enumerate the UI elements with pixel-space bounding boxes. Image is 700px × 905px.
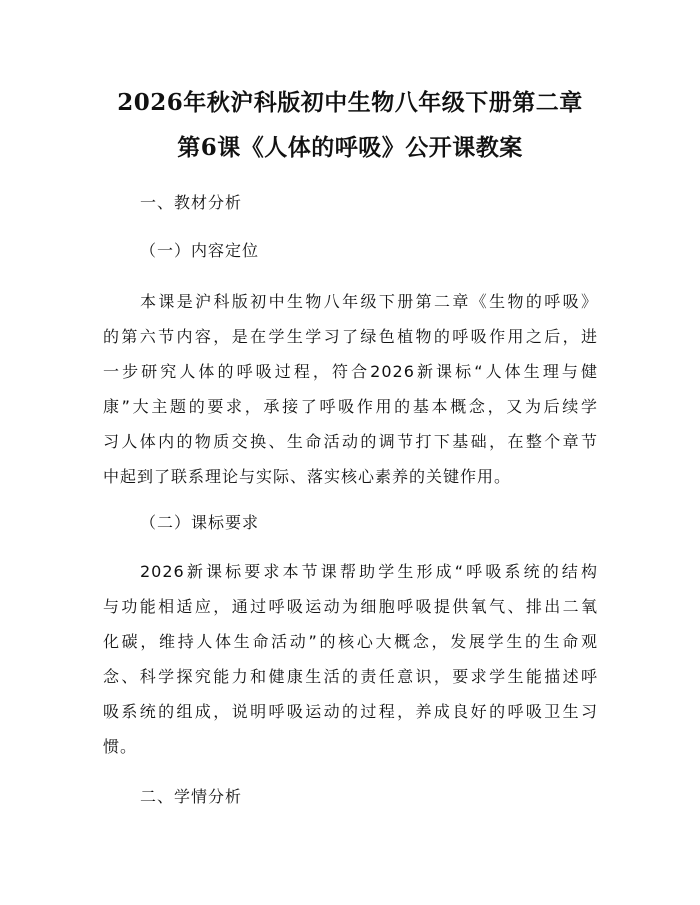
subsection-heading-content-positioning: （一）内容定位 bbox=[140, 241, 260, 260]
paragraph-line: 习人体内的物质交换、生命活动的调节打下基础，在整个章节 bbox=[103, 432, 598, 451]
subsection-heading-curriculum-requirements: （二）课标要求 bbox=[140, 513, 260, 532]
section-heading-textbook-analysis: 一、教材分析 bbox=[140, 193, 243, 212]
paragraph-content-positioning bbox=[103, 284, 598, 494]
paragraph-line: 与功能相适应，通过呼吸运动为细胞呼吸提供氧气、排出二氧 bbox=[103, 597, 598, 616]
document-title-line-2: 第6课《人体的呼吸》公开课教案 bbox=[177, 134, 523, 161]
paragraph-line: 一步研究人体的呼吸过程，符合2026新课标“人体生理与健 bbox=[103, 362, 598, 381]
document-title-line-1: 2026年秋沪科版初中生物八年级下册第二章 bbox=[117, 89, 583, 116]
paragraph-line: 的第六节内容，是在学生学习了绿色植物的呼吸作用之后，进 bbox=[103, 327, 598, 346]
paragraph-line: 化碳，维持人体生命活动”的核心大概念，发展学生的生命观 bbox=[103, 632, 598, 651]
paragraph-line: 中起到了联系理论与实际、落实核心素养的关键作用。 bbox=[103, 467, 512, 486]
paragraph-line: 2026新课标要求本节课帮助学生形成“呼吸系统的结构 bbox=[140, 562, 598, 581]
paragraph-line: 吸系统的组成，说明呼吸运动的过程，养成良好的呼吸卫生习 bbox=[103, 702, 598, 721]
paragraph-curriculum-requirements bbox=[103, 554, 598, 764]
section-heading-learner-analysis: 二、学情分析 bbox=[140, 787, 243, 806]
paragraph-line: 惯。 bbox=[103, 737, 138, 756]
paragraph-line: 念、科学探究能力和健康生活的责任意识，要求学生能描述呼 bbox=[103, 667, 598, 686]
paragraph-line: 本课是沪科版初中生物八年级下册第二章《生物的呼吸》 bbox=[140, 292, 598, 311]
paragraph-line: 康”大主题的要求，承接了呼吸作用的基本概念，又为后续学 bbox=[103, 397, 598, 416]
